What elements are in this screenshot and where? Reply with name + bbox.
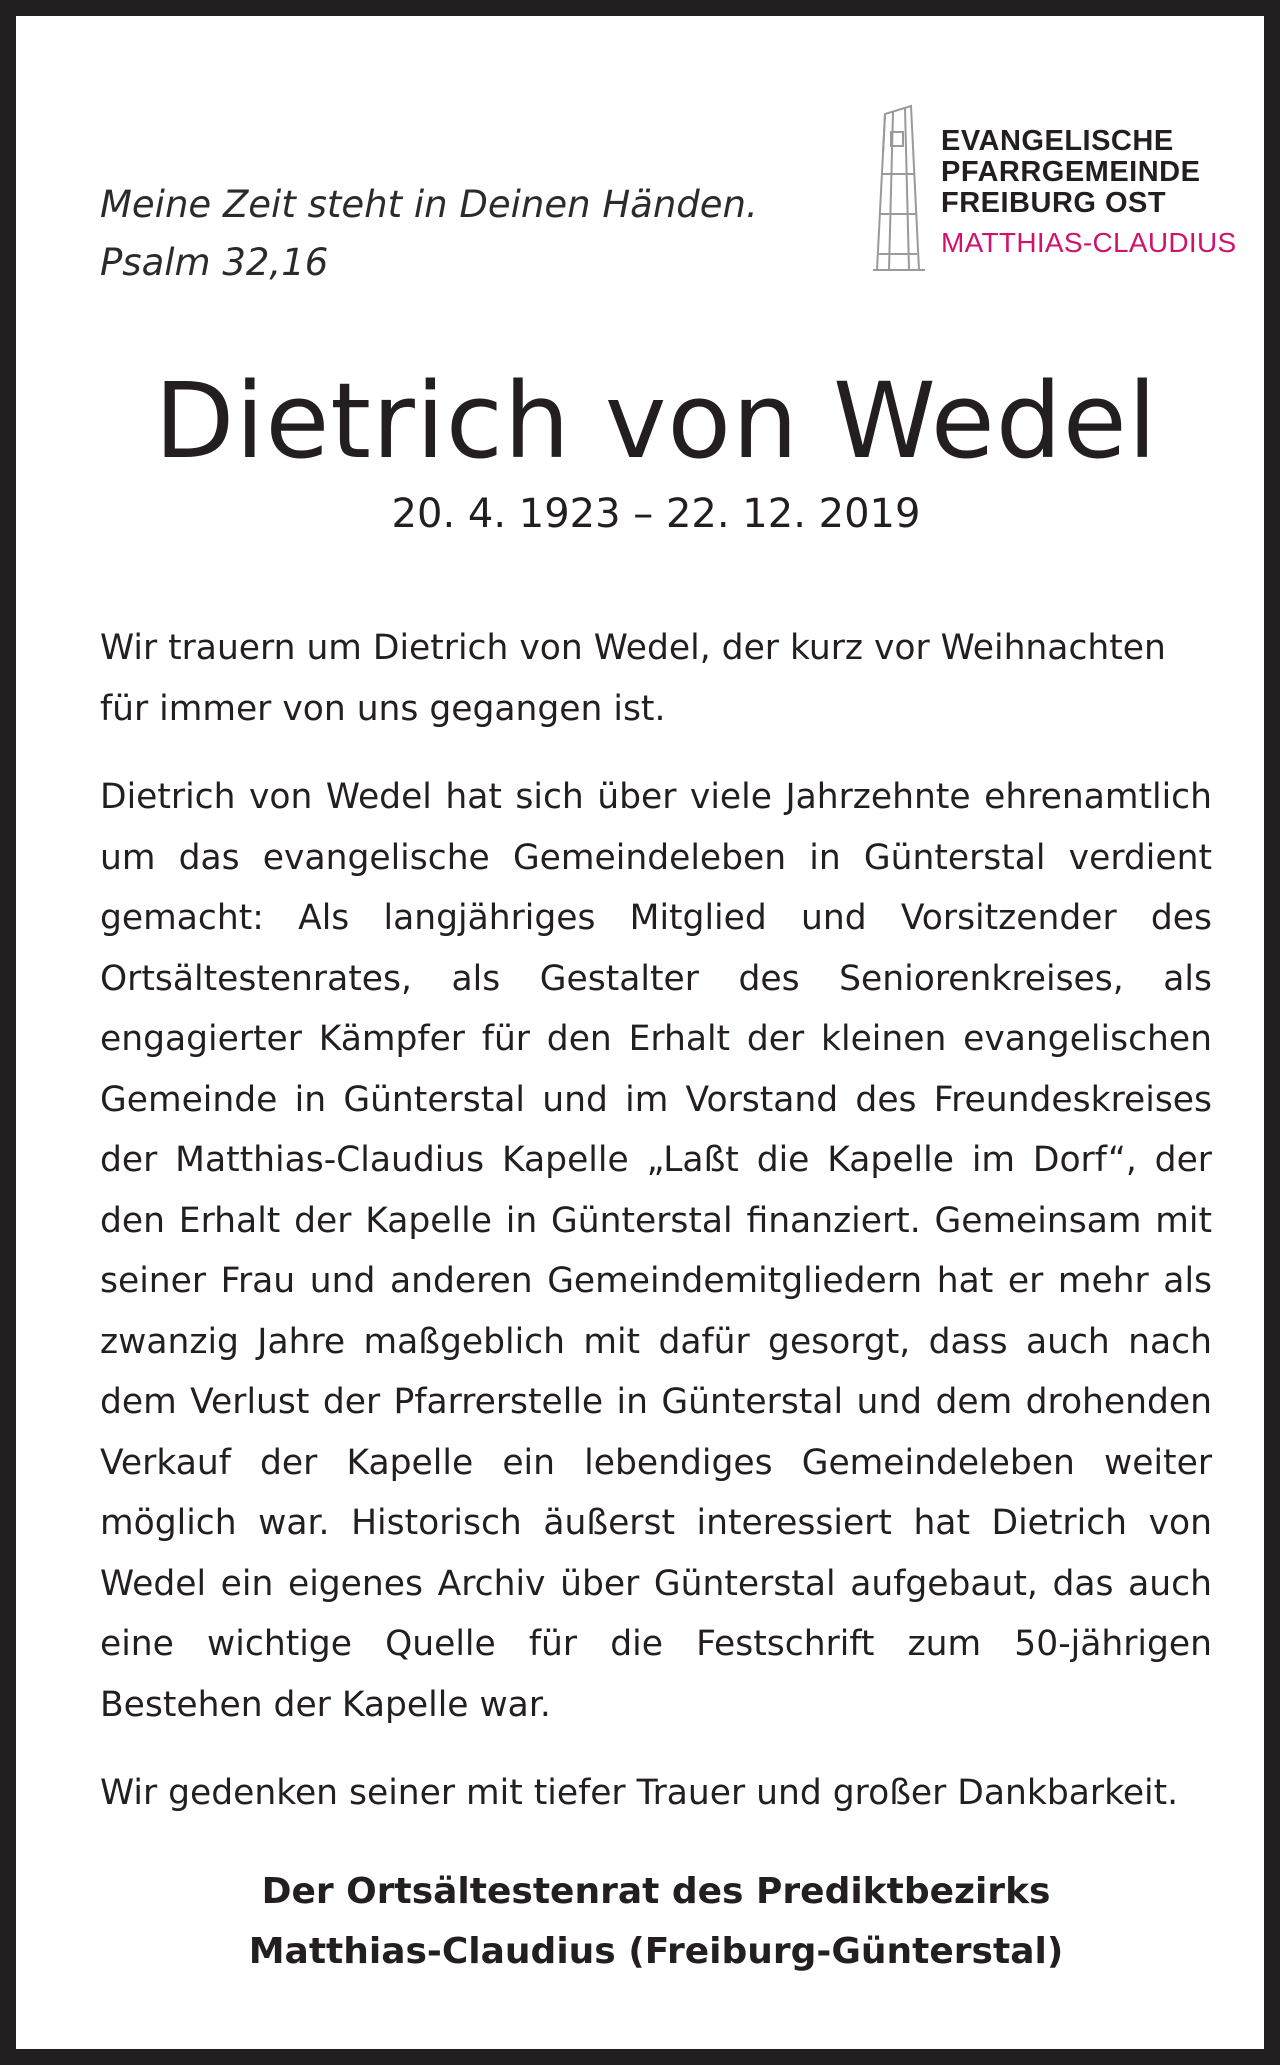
logo-line-4: MATTHIAS-CLAUDIUS	[941, 227, 1237, 258]
chapel-outline-icon	[871, 104, 931, 274]
signature-line-2: Matthias-Claudius (Freiburg-Günterstal)	[248, 1931, 1064, 1972]
parish-name	[941, 126, 1237, 258]
obituary-text	[100, 618, 1212, 1824]
logo-line-3: FREIBURG OST	[941, 187, 1167, 219]
quote-reference: Psalm 32,16	[100, 241, 329, 284]
paragraph-mourning: Wir trauern um Dietrich von Wedel, der kurz vor Weihnachten für immer von uns gegangen ist.	[100, 628, 1166, 729]
parish-logo	[871, 104, 1237, 284]
paragraph-remembrance: Wir gedenken seiner mit tiefer Trauer und großer Dankbarkeit.	[100, 1773, 1179, 1813]
logo-line-1: EVANGELISCHE	[941, 125, 1174, 157]
quote-text: Meine Zeit steht in Deinen Händen.	[100, 183, 758, 226]
life-dates: 20. 4. 1923 – 22. 12. 2019	[391, 491, 921, 537]
signature	[16, 1862, 1280, 1982]
signature-line-1: Der Ortsältestenrat des Prediktbezirks	[261, 1871, 1051, 1912]
logo-line-2: PFARRGEMEINDE	[941, 156, 1201, 188]
psalm-quote	[100, 176, 758, 292]
paragraph-tribute: Dietrich von Wedel hat sich über viele Jahrzehnte ehrenamtlich um das evangelische Gemeindeleben in Günterstal verdient gemacht: Als langjähriges Mitglied und Vorsitzender des Ortsältestenrates, als Gestalter des Seniorenkreises, als engagierter Kämpfer für den Erhalt der kleinen evangelischen Gemeinde in Günterstal und im Vorstand des Freundeskreises der Matthias-Claudius Kapelle „Laßt die Kapelle im Dorf“, der den Erhalt der Kapelle in Günterstal finanziert. Gemeinsam mit seiner Frau und anderen Gemeindemitgliedern hat er mehr als zwanzig Jahre maßgeblich mit dafür gesorgt, dass auch nach dem Verlust der Pfarrerstelle in Günterstal und dem drohenden Verkauf der Kapelle ein lebendiges Gemeindeleben weiter möglich war. Historisch äußerst interessiert hat Dietrich von Wedel ein eigenes Archiv über Günterstal aufgebaut, das auch eine wichtige Quelle für die Festschrift zum 50-jährigen Bestehen der Kapelle war.	[100, 777, 1212, 1725]
deceased-name: Dietrich von Wedel	[154, 360, 1158, 482]
